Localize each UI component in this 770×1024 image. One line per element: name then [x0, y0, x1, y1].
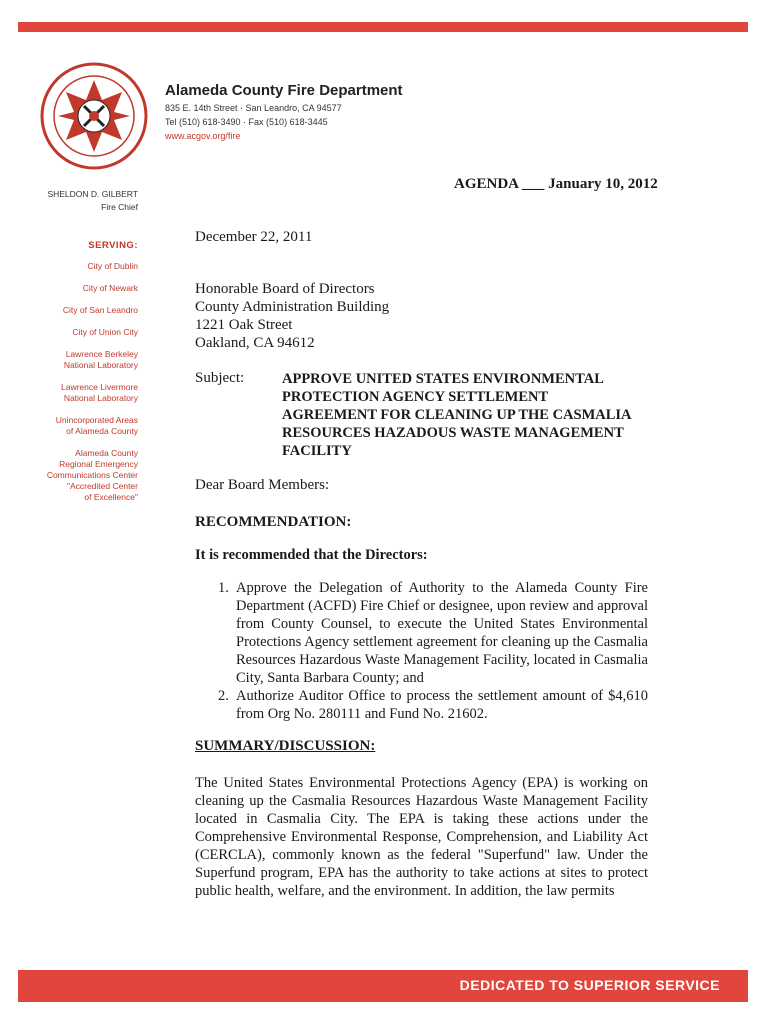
recommendation-list — [218, 579, 648, 723]
footer-red-bar — [18, 970, 748, 1002]
list-item — [218, 579, 648, 687]
recipient-line: Honorable Board of Directors — [195, 281, 375, 297]
serving-heading: SERVING: — [88, 240, 138, 251]
department-phone: Tel (510) 618-3490 · Fax (510) 618-3445 — [165, 117, 328, 127]
list-item-text: Authorize Auditor Office to process the settlement amount of $4,610 from Org No. 280111 and Fund No. 21602. — [236, 688, 648, 722]
serving-item: City of Newark — [82, 283, 138, 293]
recipient-line: Oakland, CA 94612 — [195, 335, 315, 351]
recommendation-heading: RECOMMENDATION: — [195, 514, 352, 530]
summary-body: The United States Environmental Protections Agency (EPA) is working on cleaning up the Casmalia Resources Hazardous Waste Management Facility located in Casmalia City. The EPA is taking these actions under the Comprehensive Environmental Response, Comprehension, and Liability Act (CERCLA), commonly known as the federal "Superfund" law. Under the Superfund program, EPA has the authority to take actions at sites to protect public health, welfare, and the environment. In addition, the law permits — [195, 775, 648, 899]
subject-label: Subject: — [195, 370, 245, 386]
serving-sidebar — [20, 240, 138, 514]
department-address: 835 E. 14th Street · San Leandro, CA 94577 — [165, 103, 342, 113]
list-item — [218, 687, 648, 723]
subject-text: APPROVE UNITED STATES ENVIRONMENTAL PROTECTION AGENCY SETTLEMENT AGREEMENT FOR CLEANING UP THE CASMALIA RESOURCES HAZADOUS WASTE MANAGEMENT FACILITY — [282, 371, 631, 459]
recipient-line: County Administration Building — [195, 299, 390, 315]
header-red-bar — [18, 22, 748, 32]
list-item-text: Approve the Delegation of Authority to the Alameda County Fire Department (ACFD) Fire Chief or designee, upon review and approval from County Counsel, to execute the United States Environmental Protections Agency settlement agreement for cleaning up the Casmalia Resources Hazardous Waste Management Facility, located in Casmalia City, Santa Barbara County; and — [236, 580, 648, 686]
agenda-date-line: AGENDA ___ January 10, 2012 — [454, 176, 658, 192]
fire-chief-block — [30, 188, 138, 214]
department-website-link[interactable]: www.acgov.org/fire — [165, 131, 241, 141]
letter-date: December 22, 2011 — [195, 229, 313, 245]
chief-title: Fire Chief — [101, 202, 138, 212]
serving-item: Lawrence Berkeley National Laboratory — [63, 349, 138, 370]
recipient-address — [195, 280, 389, 352]
footer-motto: DEDICATED TO SUPERIOR SERVICE — [459, 977, 720, 993]
chief-name: SHELDON D. GILBERT — [47, 189, 138, 199]
serving-item: City of Union City — [72, 327, 138, 337]
recipient-line: 1221 Oak Street — [195, 317, 293, 333]
department-name: Alameda County Fire Department — [165, 82, 403, 99]
list-item-number: 2. — [218, 688, 229, 704]
summary-heading: SUMMARY/DISCUSSION: — [195, 738, 376, 754]
serving-item: Lawrence Livermore National Laboratory — [60, 382, 138, 403]
fire-department-seal — [38, 60, 150, 172]
serving-item: City of San Leandro — [62, 305, 138, 315]
serving-item: City of Dublin — [87, 261, 138, 271]
list-item-number: 1. — [218, 580, 229, 596]
serving-item: Alameda County Regional Emergency Communications Center "Accredited Center of Excellence" — [46, 448, 138, 502]
recommendation-lead: It is recommended that the Directors: — [195, 547, 428, 563]
department-header — [165, 82, 403, 141]
serving-item: Unincorporated Areas of Alameda County — [55, 415, 138, 436]
salutation: Dear Board Members: — [195, 477, 330, 493]
